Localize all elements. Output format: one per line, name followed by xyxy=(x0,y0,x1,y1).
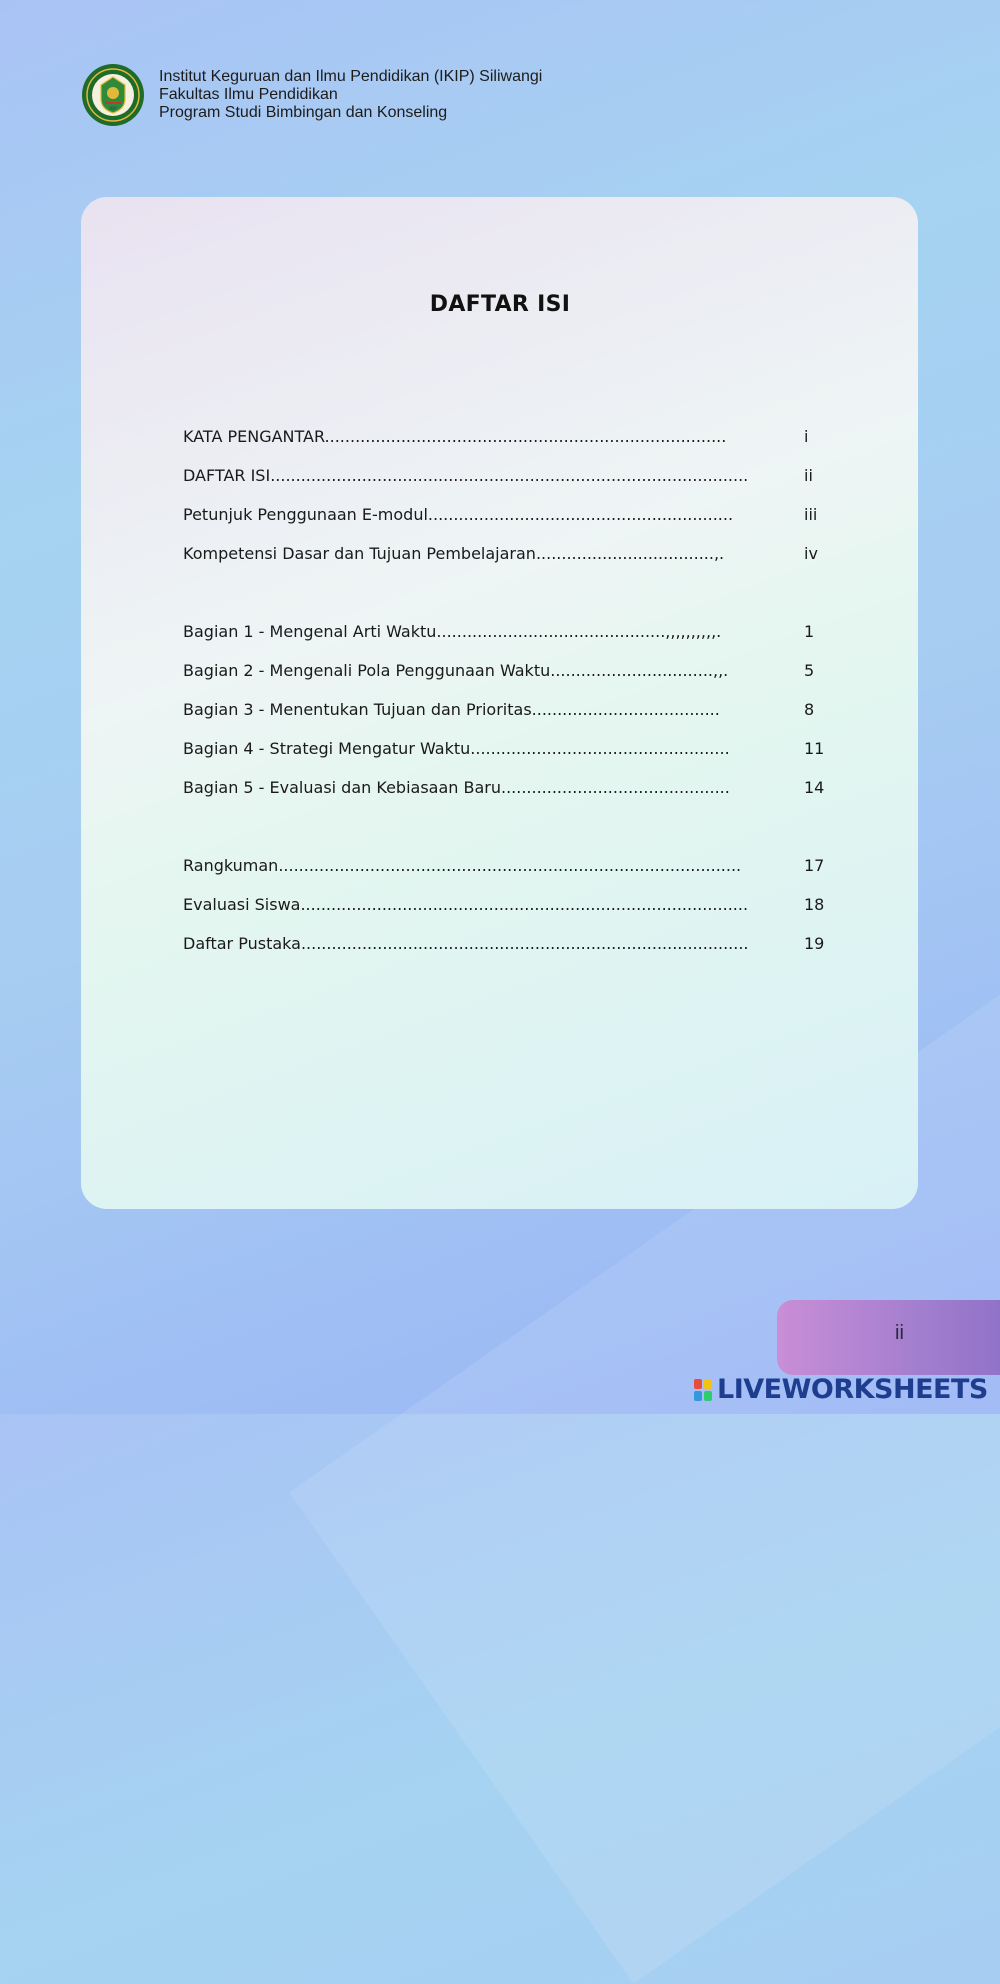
toc-leader-dots: ............................................................................... xyxy=(324,427,727,446)
toc-page-number: 14 xyxy=(804,778,825,797)
toc-page-number: 17 xyxy=(804,856,825,875)
header-institution: Institut Keguruan dan Ilmu Pendidikan (IKIP) Siliwangi xyxy=(159,68,543,85)
toc-row xyxy=(183,661,823,685)
toc-page-number: iv xyxy=(804,544,818,563)
toc-leader-dots: ................................................... xyxy=(470,739,730,758)
toc-leader-dots: ............................................................ xyxy=(427,505,734,524)
toc-row xyxy=(183,622,823,646)
header-faculty: Fakultas Ilmu Pendidikan xyxy=(159,86,338,103)
liveworksheets-brand: LIVEWORKSHEETS xyxy=(717,1374,988,1405)
toc-leader-dots: .............................................................................................. xyxy=(270,466,749,485)
toc-leader-dots: ............................................. xyxy=(500,778,730,797)
toc-page-number: i xyxy=(804,427,809,446)
toc-row xyxy=(183,934,823,958)
toc-leader-dots: ................................,,. xyxy=(550,661,729,680)
toc-page-number: 8 xyxy=(804,700,815,719)
liveworksheets-icon xyxy=(693,1378,713,1402)
toc-entry-label: Bagian 3 - Menentukan Tujuan dan Prioritas xyxy=(183,700,532,719)
toc-leader-dots: ........................................................................................... xyxy=(278,856,742,875)
page-title: DAFTAR ISI xyxy=(429,292,571,317)
toc-entry-label: DAFTAR ISI xyxy=(183,466,271,485)
page-number-tab xyxy=(777,1300,1000,1375)
toc-entry-label: Rangkuman xyxy=(183,856,279,875)
toc-page-number: 19 xyxy=(804,934,825,953)
toc-row xyxy=(183,856,823,880)
svg-text:IKIP: IKIP xyxy=(109,106,117,111)
toc-entry-label: Bagian 2 - Mengenali Pola Penggunaan Waktu xyxy=(183,661,551,680)
liveworksheets-logo xyxy=(693,1373,988,1407)
toc-row xyxy=(183,895,823,919)
toc-entry-label: Kompetensi Dasar dan Tujuan Pembelajaran xyxy=(183,544,536,563)
toc-row xyxy=(183,739,823,763)
ikip-siliwangi-logo xyxy=(81,63,145,127)
toc-page-number: 1 xyxy=(804,622,815,641)
toc-entry-label: Bagian 4 - Strategi Mengatur Waktu xyxy=(183,739,471,758)
header-program: Program Studi Bimbingan dan Konseling xyxy=(159,104,448,121)
toc-leader-dots: .............................................,,,,,,,,,,. xyxy=(436,622,722,641)
header xyxy=(81,63,542,127)
toc-entry-label: KATA PENGANTAR xyxy=(183,427,325,446)
toc-page-number: 18 xyxy=(804,895,825,914)
toc-leader-dots: ........................................................................................ xyxy=(300,934,749,953)
toc-entry-label: Petunjuk Penggunaan E-modul xyxy=(183,505,428,524)
toc-entry-label: Evaluasi Siswa xyxy=(183,895,301,914)
toc-entry-label: Bagian 1 - Mengenal Arti Waktu xyxy=(183,622,437,641)
toc-row xyxy=(183,427,823,451)
toc-page-number: 5 xyxy=(804,661,815,680)
toc-row xyxy=(183,778,823,802)
toc-row xyxy=(183,544,823,568)
page-number: ii xyxy=(895,1322,904,1344)
toc-page-number: 11 xyxy=(804,739,825,758)
toc-page-number: iii xyxy=(804,505,818,524)
toc-leader-dots: ........................................................................................ xyxy=(300,895,749,914)
toc-leader-dots: ...................................,. xyxy=(535,544,725,563)
toc-row xyxy=(183,700,823,724)
toc-entry-label: Bagian 5 - Evaluasi dan Kebiasaan Baru xyxy=(183,778,501,797)
toc-entry-label: Daftar Pustaka xyxy=(183,934,301,953)
toc-row xyxy=(183,505,823,529)
toc-leader-dots: ..................................... xyxy=(531,700,720,719)
toc-page-number: ii xyxy=(804,466,813,485)
toc-row xyxy=(183,466,823,490)
